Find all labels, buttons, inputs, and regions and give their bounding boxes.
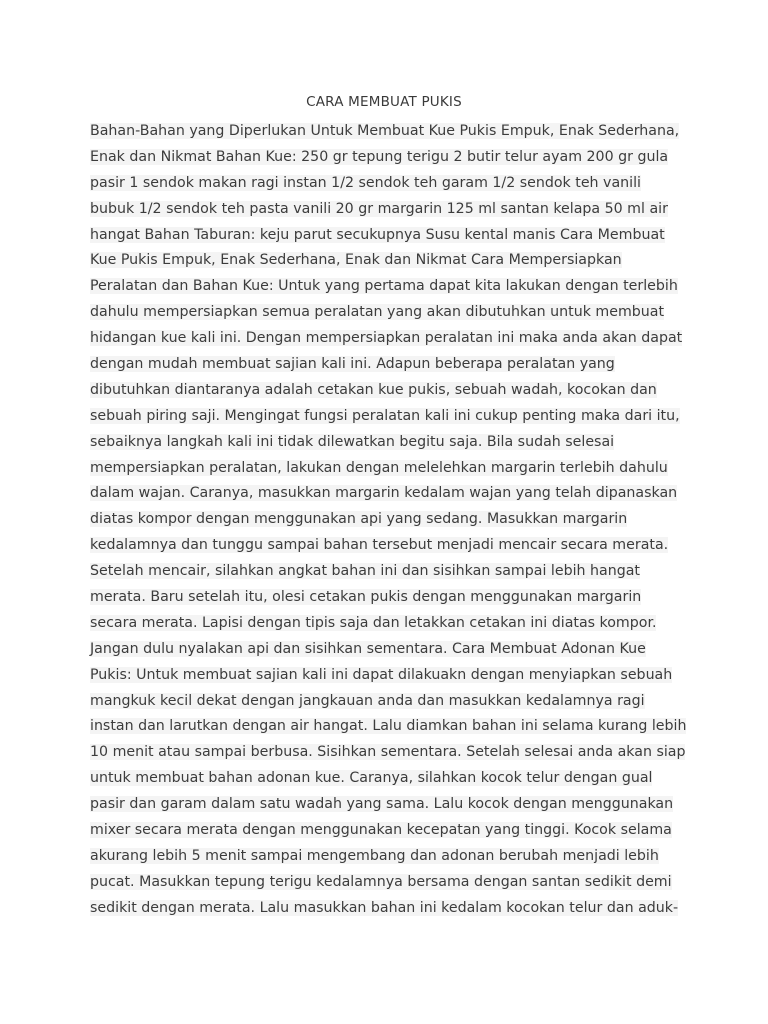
body-line	[90, 792, 680, 818]
body-line-text: Setelah mencair, silahkan angkat bahan ini dan sisihkan sampai lebih hangat	[90, 563, 640, 580]
body-line-text: pucat. Masukkan tepung terigu kedalamnya bersama dengan santan sedikit demi	[90, 873, 672, 890]
body-line	[90, 248, 680, 274]
body-line-text: Jangan dulu nyalakan api dan sisihkan sementara. Cara Membuat Adonan Kue	[90, 640, 646, 657]
body-line	[90, 818, 680, 844]
body-line-text: pasir dan garam dalam satu wadah yang sama. Lalu kocok dengan menggunakan	[90, 796, 674, 813]
body-line-text: Bahan-Bahan yang Diperlukan Untuk Membuat Kue Pukis Empuk, Enak Sederhana,	[90, 123, 680, 139]
body-line	[90, 896, 680, 922]
body-line	[90, 663, 680, 689]
body-line	[90, 300, 680, 326]
body-line	[90, 533, 680, 559]
body-line-text: mempersiapkan peralatan, lakukan dengan melelehkan margarin terlebih dahulu	[90, 459, 668, 476]
body-line	[90, 844, 680, 870]
body-line-text: bubuk 1/2 sendok teh pasta vanili 20 gr margarin 125 ml santan kelapa 50 ml air	[90, 200, 668, 217]
body-line-text: merata. Baru setelah itu, olesi cetakan pukis dengan menggunakan margarin	[90, 589, 642, 606]
body-line	[90, 611, 680, 637]
body-line	[90, 870, 680, 896]
body-line-text: kedalamnya dan tunggu sampai bahan tersebut menjadi mencair secara merata.	[90, 537, 669, 554]
document-title: CARA MEMBUAT PUKIS	[306, 94, 462, 110]
body-line	[90, 119, 680, 145]
body-line	[90, 456, 680, 482]
body-line-text: Peralatan dan Bahan Kue: Untuk yang pertama dapat kita lakukan dengan terlebih	[90, 278, 678, 295]
body-line-text: akurang lebih 5 menit sampai mengembang dan adonan berubah menjadi lebih	[90, 847, 659, 864]
body-line-text: mixer secara merata dengan menggunakan kecepatan yang tinggi. Kocok selama	[90, 822, 672, 839]
body-line-text: instan dan larutkan dengan air hangat. Lalu diamkan bahan ini selama kurang lebih	[90, 718, 687, 735]
body-line	[90, 766, 680, 792]
body-line-text: Kue Pukis Empuk, Enak Sederhana, Enak dan Nikmat Cara Mempersiapkan	[90, 252, 622, 269]
body-line-text: diatas kompor dengan menggunakan api yang sedang. Masukkan margarin	[90, 511, 628, 528]
body-line	[90, 430, 680, 456]
body-line	[90, 197, 680, 223]
body-line-text: pasir 1 sendok makan ragi instan 1/2 sendok teh garam 1/2 sendok teh vanili	[90, 174, 641, 191]
body-line-text: dahulu mempersiapkan semua peralatan yang akan dibutuhkan untuk membuat	[90, 304, 665, 321]
body-line	[90, 378, 680, 404]
body-line	[90, 352, 680, 378]
body-line-text: Pukis: Untuk membuat sajian kali ini dapat dilakuakn dengan menyiapkan sebuah	[90, 666, 673, 683]
body-line	[90, 559, 680, 585]
body-line-text: 10 menit atau sampai berbusa. Sisihkan sementara. Setelah selesai anda akan siap	[90, 744, 686, 761]
body-line	[90, 585, 680, 611]
body-line-text: dibutuhkan diantaranya adalah cetakan kue pukis, sebuah wadah, kocokan dan	[90, 381, 657, 398]
body-line	[90, 326, 683, 352]
body-line-text: dalam wajan. Caranya, masukkan margarin kedalam wajan yang telah dipanaskan	[90, 485, 678, 502]
body-line	[90, 481, 680, 507]
body-line-text: Enak dan Nikmat Bahan Kue: 250 gr tepung terigu 2 butir telur ayam 200 gr gula	[90, 148, 669, 165]
body-line-text: hidangan kue kali ini. Dengan mempersiapkan peralatan ini maka anda akan dapat	[90, 330, 683, 347]
body-line	[90, 145, 680, 171]
body-line	[90, 637, 680, 663]
document-body	[90, 119, 687, 922]
body-line-text: sebuah piring saji. Mengingat fungsi peralatan kali ini cukup penting maka dari itu,	[90, 407, 680, 424]
body-line	[90, 689, 680, 715]
body-line-text: untuk membuat bahan adonan kue. Caranya, silahkan kocok telur dengan gual	[90, 770, 653, 787]
body-line	[90, 404, 680, 430]
body-line	[90, 171, 680, 197]
body-line	[90, 223, 680, 249]
body-line	[90, 274, 680, 300]
body-line-text: secara merata. Lapisi dengan tipis saja dan letakkan cetakan ini diatas kompor.	[90, 614, 657, 631]
body-line-text: sedikit dengan merata. Lalu masukkan bahan ini kedalam kocokan telur dan aduk-	[90, 899, 679, 916]
body-line	[90, 507, 680, 533]
body-line-text: hangat Bahan Taburan: keju parut secukupnya Susu kental manis Cara Membuat	[90, 226, 665, 243]
body-line-text: mangkuk kecil dekat dengan jangkauan anda dan masukkan kedalamnya ragi	[90, 692, 645, 709]
body-line-text: dengan mudah membuat sajian kali ini. Adapun beberapa peralatan yang	[90, 356, 615, 373]
body-line	[90, 714, 687, 740]
body-line-text: sebaiknya langkah kali ini tidak dilewatkan begitu saja. Bila sudah selesai	[90, 433, 615, 450]
body-line	[90, 740, 686, 766]
